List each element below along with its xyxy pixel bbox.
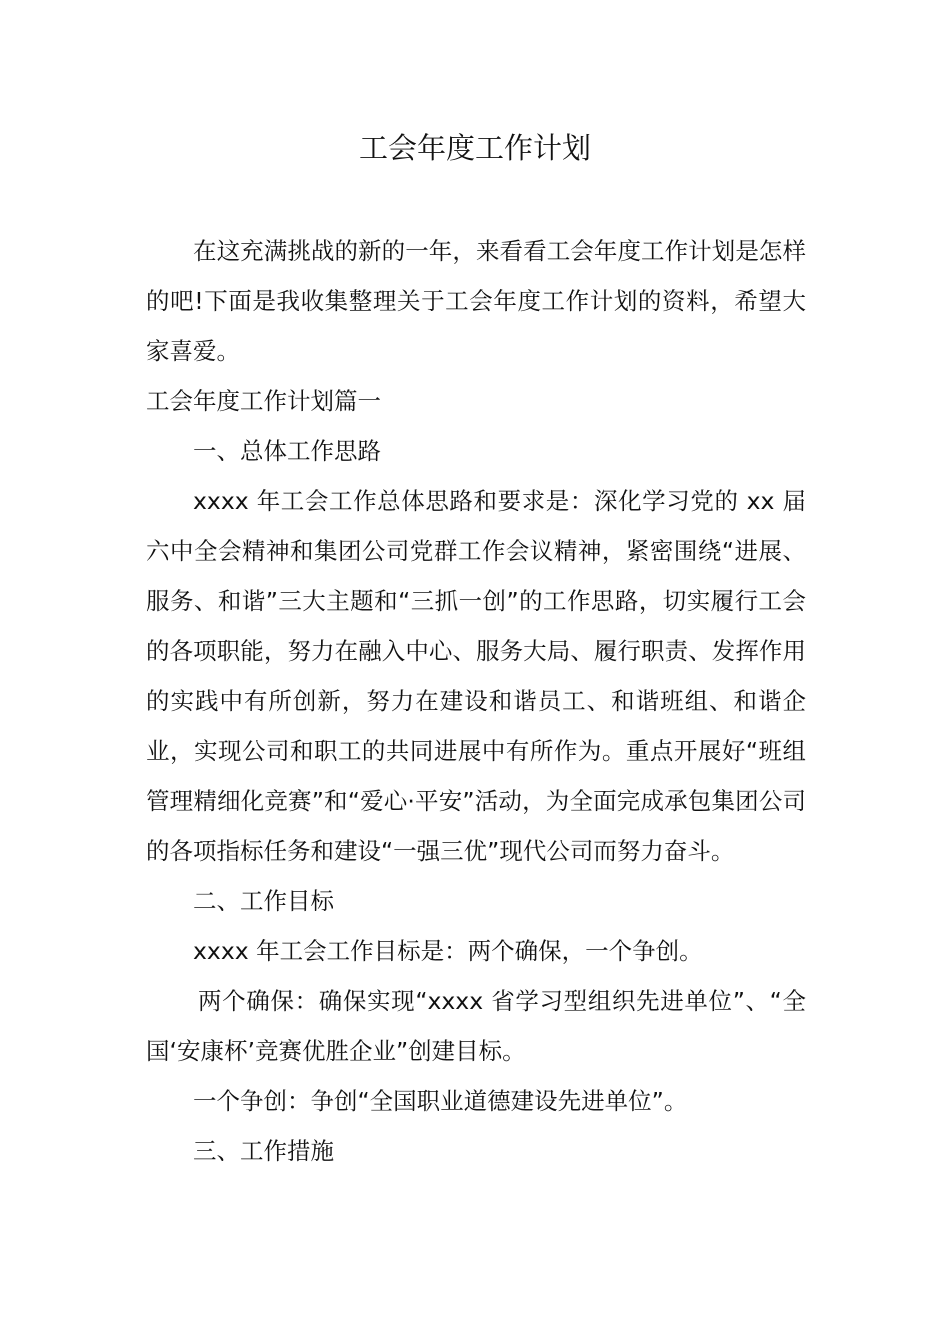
heading-overall-approach: 一、总体工作思路 [193,437,381,465]
heading-work-measures: 三、工作措施 [193,1137,334,1165]
intro-paragraph: 在这充满挑战的新的一年，来看看工会年度工作计划是怎样的吧!下面是我收集整理关于工会年度工作计划的资料，希望大家喜爱。 [146,237,806,365]
one-strive-paragraph: 一个争创：争创“全国职业道德建设先进单位”。 [193,1087,688,1115]
overall-approach-paragraph: xxxx 年工会工作总体思路和要求是：深化学习党的 xx 届六中全会精神和集团公司党群工作会议精神，紧密围绕“进展、服务、和谐”三大主题和“三抓一创”的工作思路，切实履行工会的各项职能，努力在融入中心、服务大局、履行职责、发挥作用的实践中有所创新，努力在建设和谐员工、和谐班组、和谐企业，实现公司和职工的共同进展中有所作为。重点开展好“班组管理精细化竞赛”和“爱心·平安”活动，为全面完成承包集团公司的各项指标任务和建设“一强三优”现代公司而努力奋斗。 [146,487,806,865]
heading-work-goals: 二、工作目标 [193,887,334,915]
document-title: 工会年度工作计划 [358,131,591,165]
two-ensures-paragraph: 两个确保：确保实现“xxxx 省学习型组织先进单位”、“全国‘安康杯’竞赛优胜企业”创建目标。 [146,987,806,1065]
document-body [146,226,806,1176]
work-goals-paragraph: xxxx 年工会工作目标是：两个确保，一个争创。 [193,937,703,965]
section-heading-part-one: 工会年度工作计划篇一 [146,387,381,415]
